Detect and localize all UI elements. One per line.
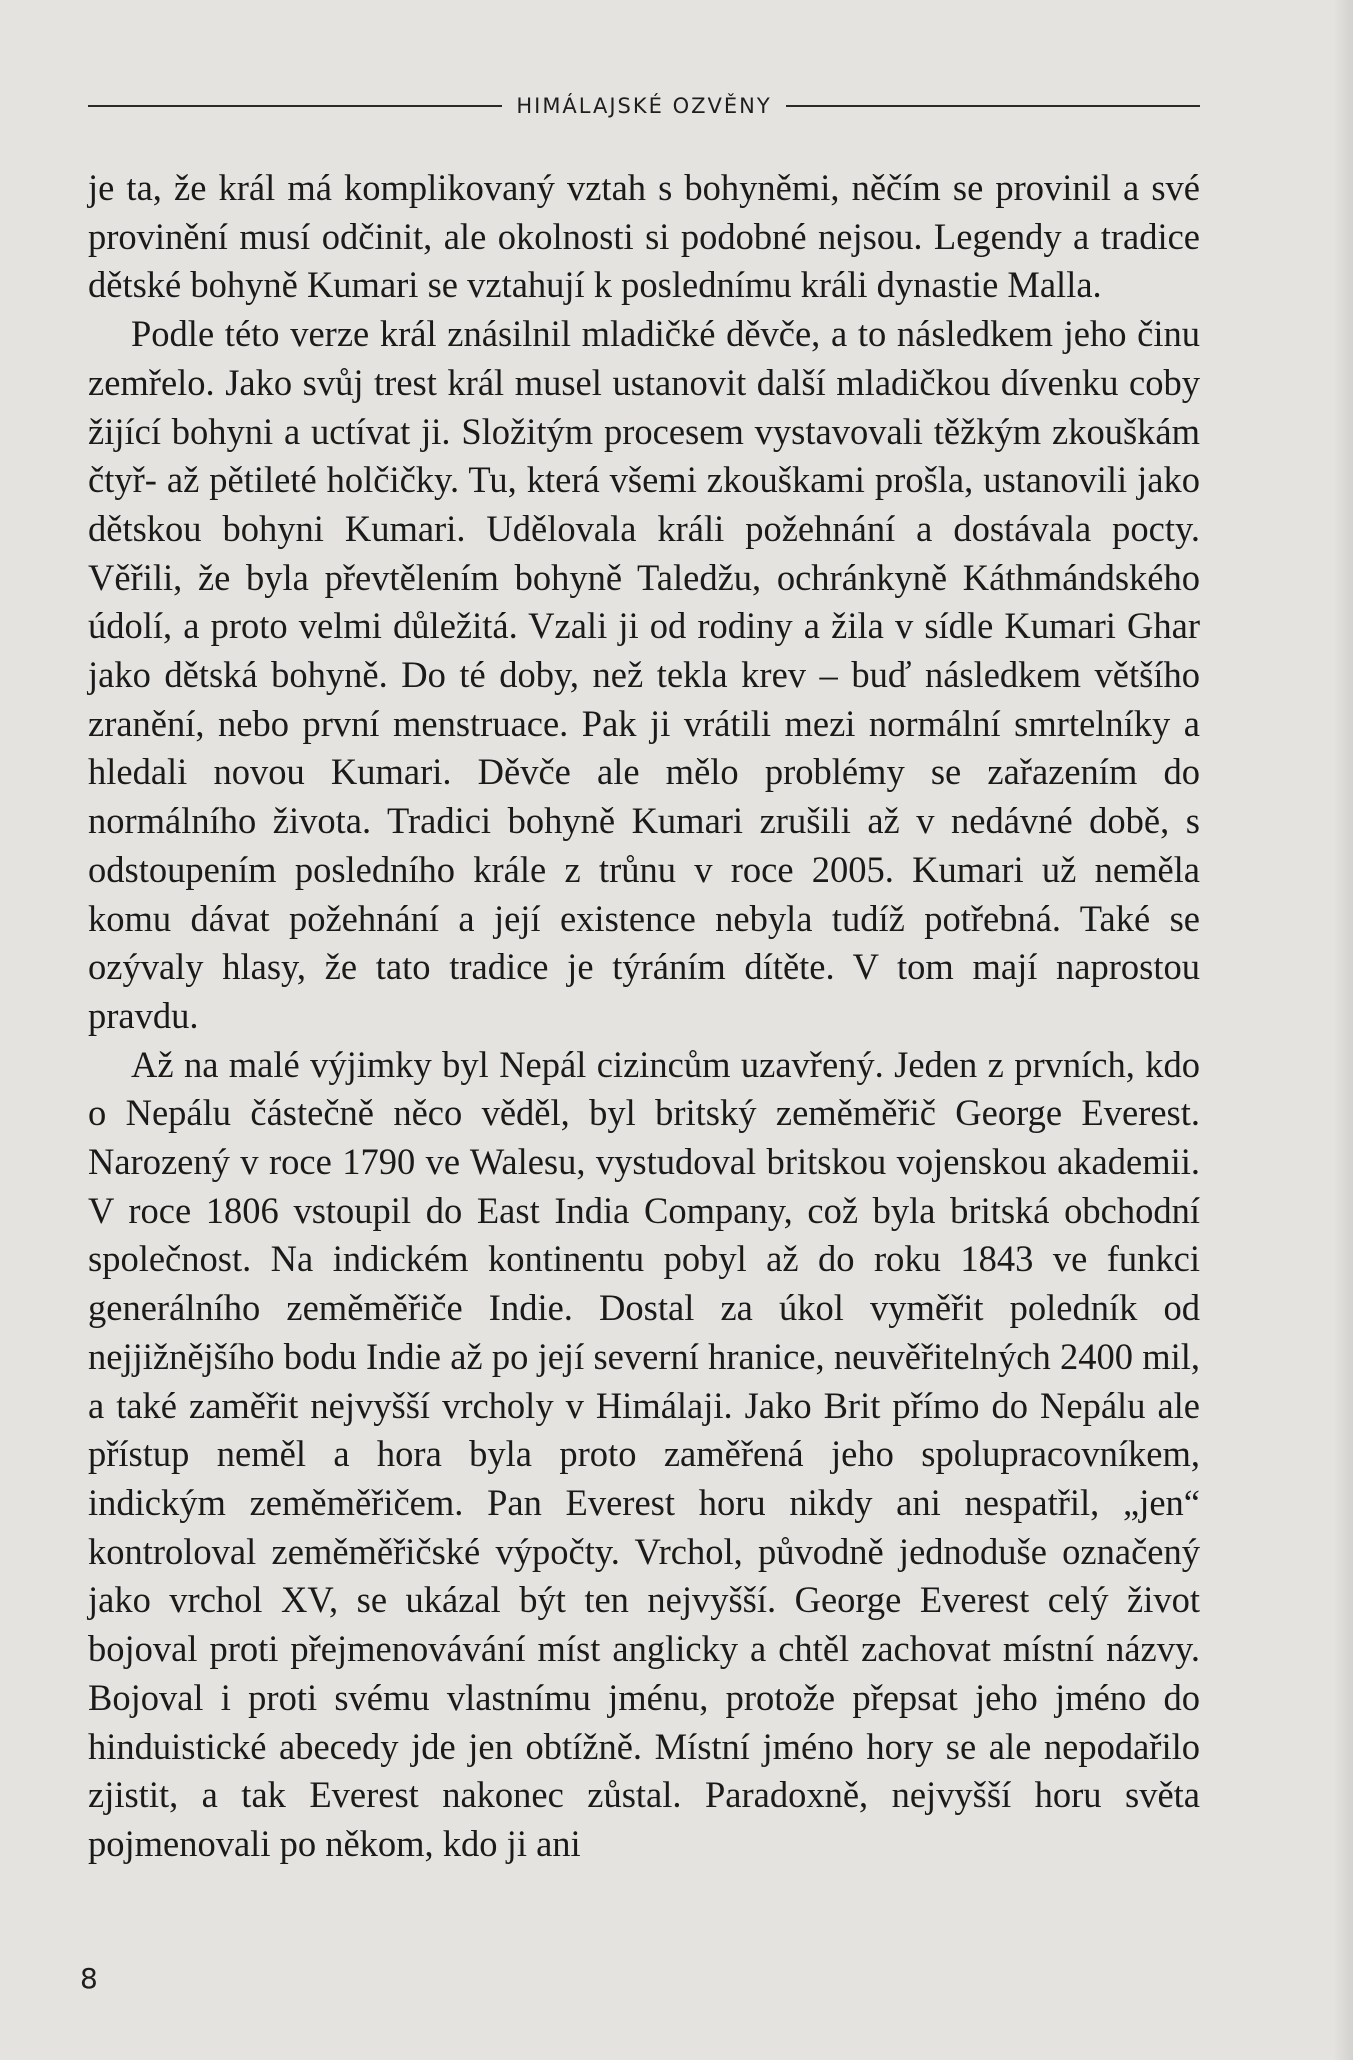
paragraph-2: Podle této verze král znásilnil mladičké děvče, a to následkem jeho činu zemřelo. Jako svůj trest král musel ustanovit další mladičkou dívenku coby žijící bohyni a uctívat ji. Složitým procesem vystavovali těžkým zkouškám čtyř- až pětileté holčičky. Tu, která všemi zkouškami prošla, ustanovili jako dětskou bohyni Kumari. Udělovala králi požehnání a dostávala pocty. Věřili, že byla převtělením bohyně Taledžu, ochránkyně Káthmándského údolí, a proto velmi důležitá. Vzali ji od rodiny a žila v sídle Kumari Ghar jako dětská bohyně. Do té doby, než tekla krev – buď následkem většího zranění, nebo první menstruace. Pak ji vrátili mezi normální smrtelníky a hledali novou Kumari. Děvče ale mělo problémy se zařazením do normálního života. Tradici bohyně Kumari zrušili až v nedávné době, s odstoupením posledního krále z trůnu v roce 2005. Kumari už neměla komu dávat požehnání a její existence nebyla tudíž potřebná. Také se ozývaly hlasy, že tato tradice je týráním dítěte. V tom mají naprostou pravdu. xyxy=(88,313,1200,1036)
running-header xyxy=(88,86,1200,126)
page-number: 8 xyxy=(80,1962,98,1995)
header-rule-left xyxy=(88,105,502,107)
paragraph-3: Až na malé výjimky byl Nepál cizincům uzavřený. Jeden z prvních, kdo o Nepálu částečně něco věděl, byl britský zeměměřič George Everest. Narozený v roce 1790 ve Walesu, vystudoval britskou vojenskou akademii. V roce 1806 vstoupil do East India Company, což byla britská obchodní společnost. Na indickém kontinentu pobyl až do roku 1843 ve funkci generálního zeměměřiče Indie. Dostal za úkol vyměřit poledník od nejjižnějšího bodu Indie až po její severní hranice, neuvěřitelných 2400 mil, a také zaměřit nejvyšší vrcholy v Himálaji. Jako Brit přímo do Nepálu ale přístup neměl a hora byla proto zaměřená jeho spolupracovníkem, indickým zeměměřičem. Pan Everest horu nikdy ani nespatřil, „jen“ kontroloval zeměměřičské výpočty. Vrchol, původně jednoduše označený jako vrchol XV, se ukázal být ten nejvyšší. George Everest celý život bojoval proti přejmenovávání míst anglicky a chtěl zachovat místní názvy. Bojoval i proti svému vlastnímu jménu, protože přepsat jeho jméno do hinduistické abecedy jde jen obtížně. Místní jméno hory se ale nepodařilo zjistit, a tak Everest nakonec zůstal. Paradoxně, nejvyšší horu světa pojmenovali po někom, kdo ji ani xyxy=(88,1043,1200,1864)
page-edge-shadow xyxy=(1333,0,1353,2060)
header-rule-right xyxy=(786,105,1200,107)
running-title: HIMÁLAJSKÉ OZVĚNY xyxy=(516,94,772,118)
paragraph-1: je ta, že král má komplikovaný vztah s bohyněmi, něčím se provinil a své provinění musí odčinit, ale okolnosti si podobné nejsou. Legendy a tradice dětské bohyně Kumari se vztahují k poslednímu králi dynastie Malla. xyxy=(88,167,1200,306)
body-text xyxy=(88,164,1200,1869)
